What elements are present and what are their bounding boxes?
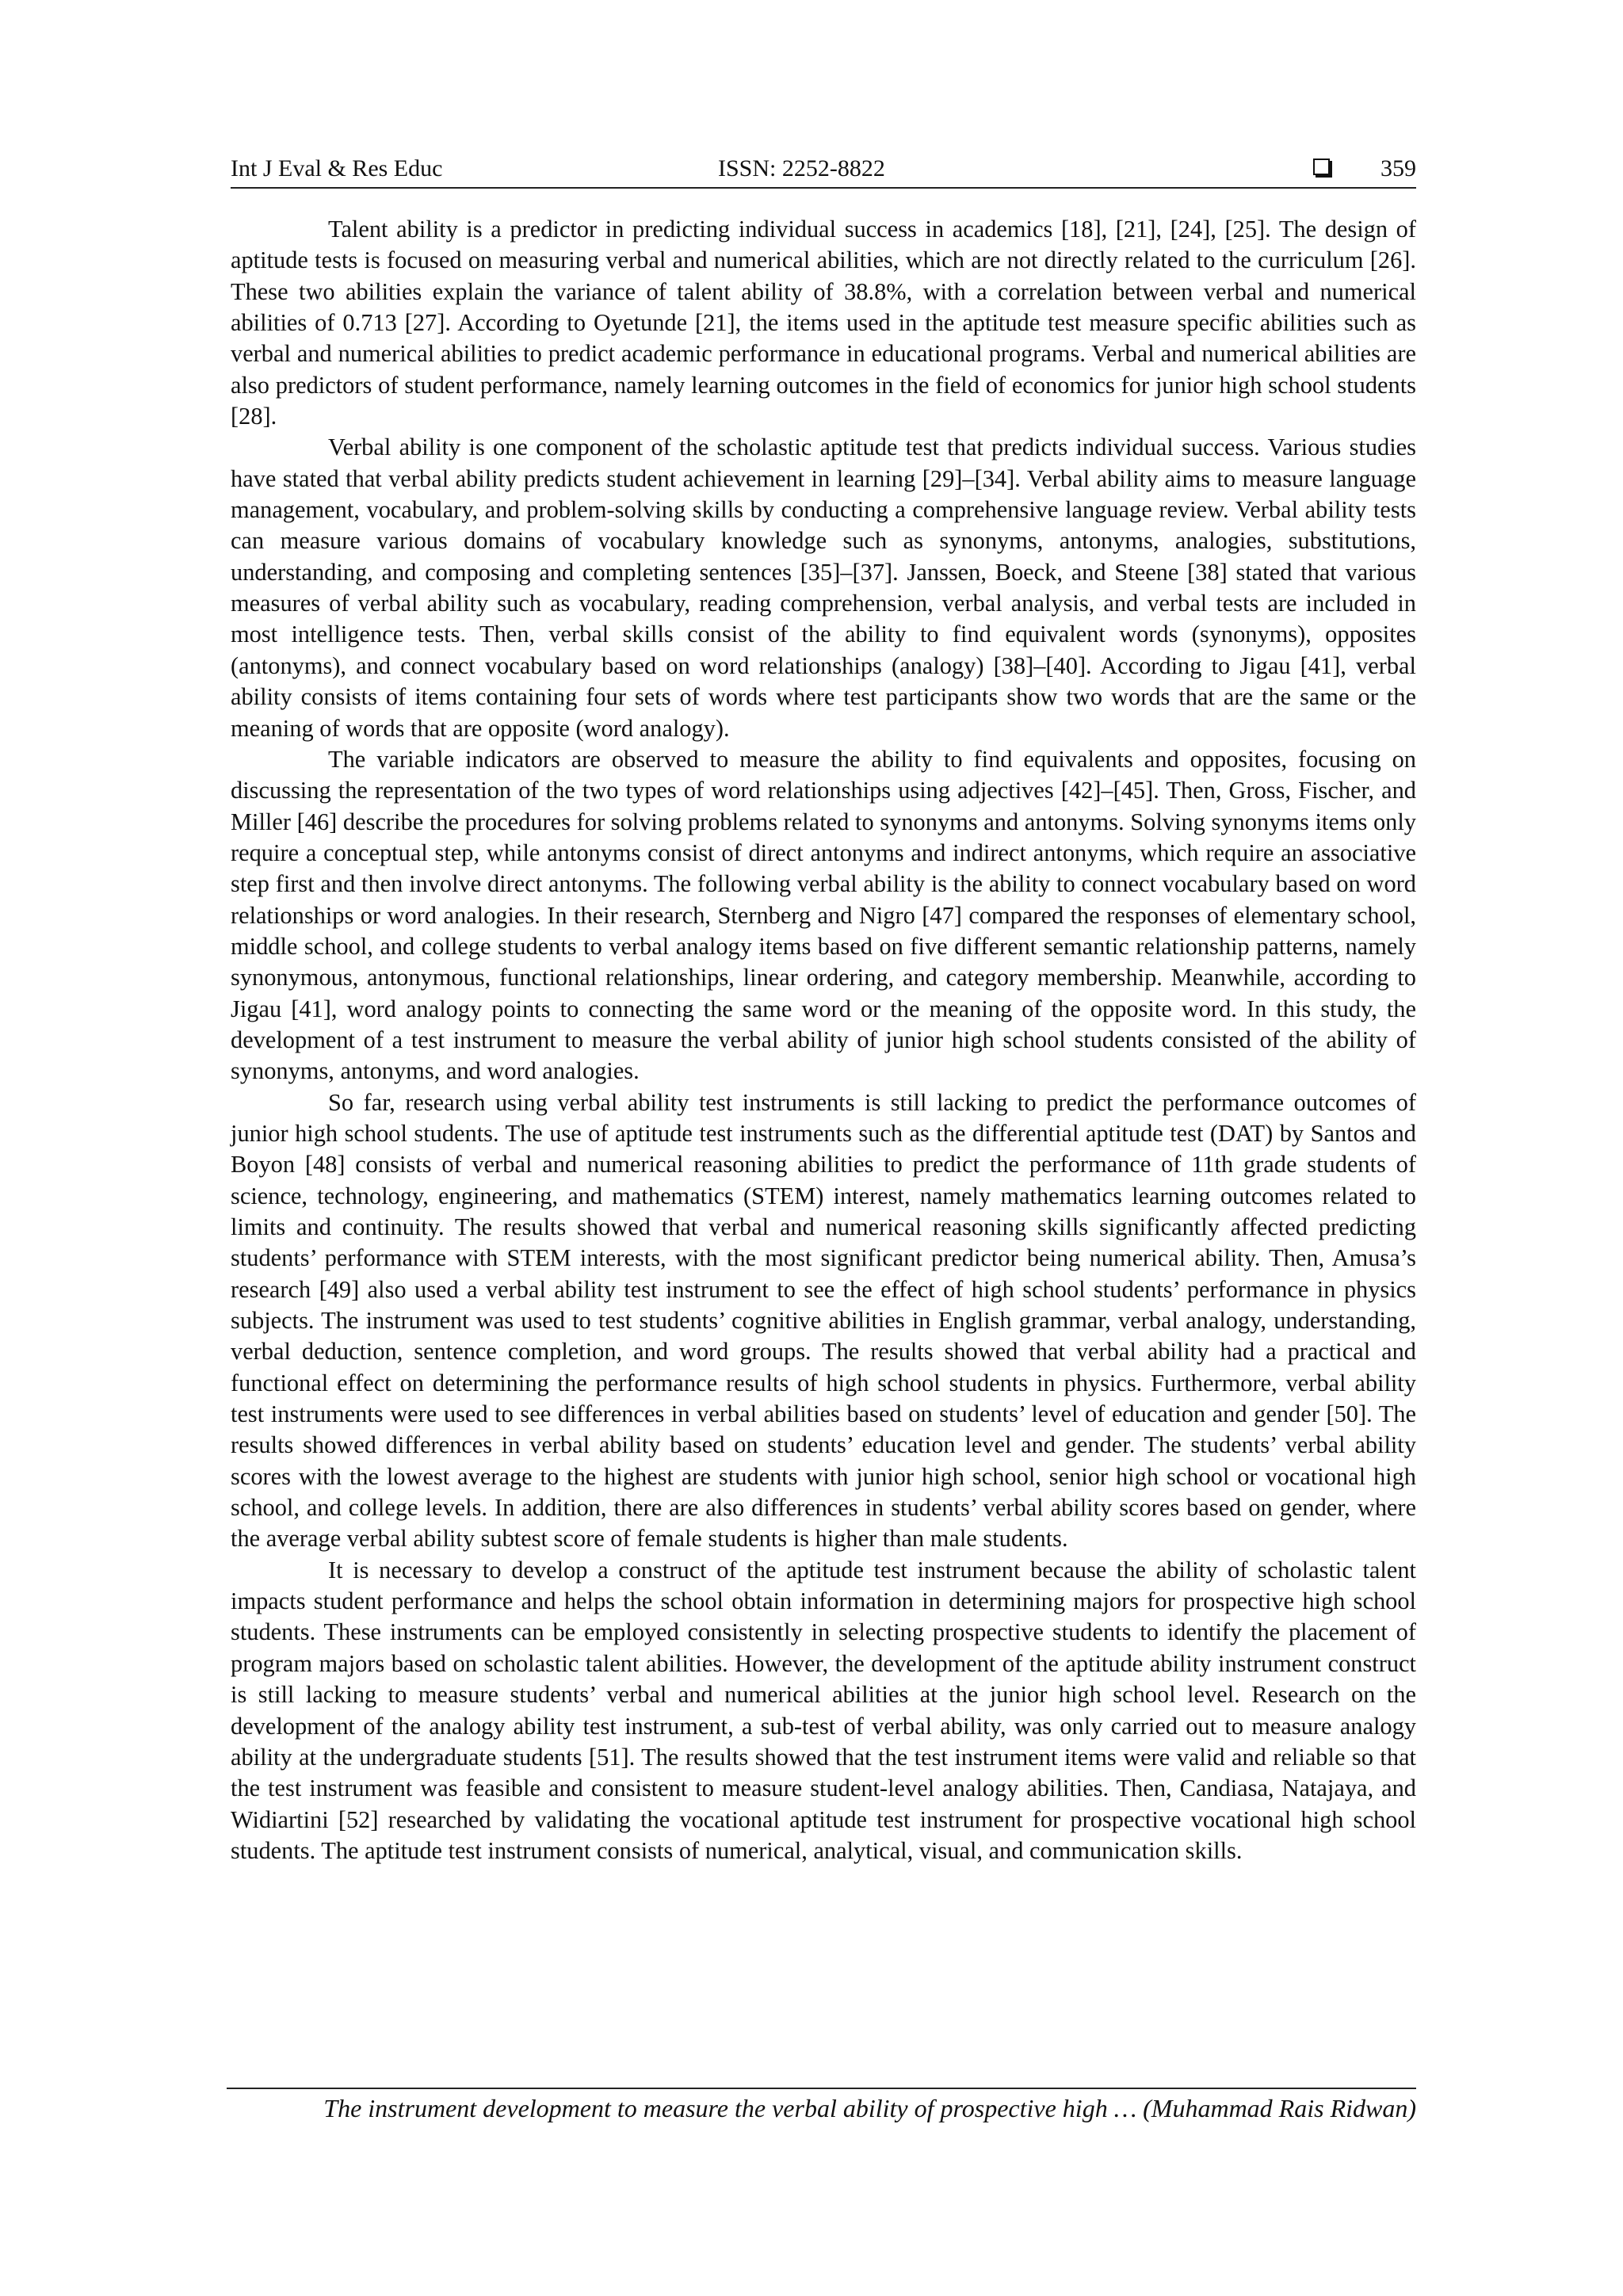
running-title: The instrument development to measure the verbal ability of prospective high … (Muhammad Rais Ridwan) <box>323 2094 1416 2122</box>
paragraph: The variable indicators are observed to measure the ability to find equivalents and opposites, focusing on discussing the representation of the two types of word relationships using adjectives [42]–[45]. Then, Gross, Fischer, and Miller [46] describe the procedures for solving problems related to synonyms and antonyms. Solving synonyms items only require a conceptual step, while antonyms consist of direct antonyms and indirect antonyms, which require an associative step first and then involve direct antonyms. The following verbal ability is the ability to connect vocabulary based on word relationships or word analogies. In their research, Sternberg and Nigro [47] compared the responses of elementary school, middle school, and college students to verbal analogy items based on five different semantic relationship patterns, namely synonymous, antonymous, functional relationships, linear ordering, and category membership. Meanwhile, according to Jigau [41], word analogy points to connecting the same word or the meaning of the opposite word. In this study, the development of a test instrument to measure the verbal ability of junior high school students consisted of the ability of synonyms, antonyms, and word analogies. <box>231 745 1416 1085</box>
journal-name: Int J Eval & Res Educ <box>231 155 443 181</box>
paragraph: Talent ability is a predictor in predicting individual success in academics [18], [21], [24], [25]. The design of aptitude tests is focused on measuring verbal and numerical abilities, which are not directly related to the curriculum [26]. These two abilities explain the variance of talent ability of 38.8%, with a correlation between verbal and numerical abilities of 0.713 [27]. According to Oyetunde [21], the items used in the aptitude test measure specific abilities such as verbal and numerical abilities to predict academic performance in educational programs. Verbal and numerical abilities are also predictors of student performance, namely learning outcomes in the field of economics for junior high school students [28]. <box>231 216 1416 430</box>
issn: ISSN: 2252-8822 <box>718 155 885 181</box>
checkbox-square-icon <box>1313 159 1330 175</box>
paragraph: Verbal ability is one component of the scholastic aptitude test that predicts individual success. Various studies have stated that verbal ability predicts student achievement in learning [29]–[34]. Verbal ability aims to measure language management, vocabulary, and problem-solving skills by conducting a comprehensive language review. Verbal ability tests can measure various domains of vocabulary knowledge such as synonyms, antonyms, analogies, substitutions, understanding, and composing and completing sentences [35]–[37]. Janssen, Boeck, and Steene [38] stated that various measures of verbal ability such as vocabulary, reading comprehension, verbal analysis, and verbal tests are included in most intelligence tests. Then, verbal skills consist of the ability to find equivalent words (synonyms), opposites (antonyms), and connect vocabulary based on word relationships (analogy) [38]–[40]. According to Jigau [41], verbal ability consists of items containing four sets of words where test participants show two words that are the same or the meaning of words that are opposite (word analogy). <box>231 434 1416 742</box>
paragraph: So far, research using verbal ability test instruments is still lacking to predict the performance outcomes of junior high school students. The use of aptitude test instruments such as the differential aptitude test (DAT) by Santos and Boyon [48] consists of verbal and numerical reasoning abilities to predict the performance of 11th grade students of science, technology, engineering, and mathematics (STEM) interest, namely mathematics learning outcomes related to limits and continuity. The results showed that verbal and numerical reasoning skills significantly affected predicting students’ performance with STEM interests, with the most significant predictor being numerical ability. Then, Amusa’s research [49] also used a verbal ability test instrument to see the effect of high school students’ performance in physics subjects. The instrument was used to test students’ cognitive abilities in English grammar, verbal analogy, understanding, verbal deduction, sentence completion, and word groups. The results showed that verbal ability had a practical and functional effect on determining the performance results of high school students in physics. Furthermore, verbal ability test instruments were used to see differences in verbal abilities based on students’ level of education and gender [50]. The results showed differences in verbal ability based on students’ education level and gender. The students’ verbal ability scores with the lowest average to the highest are students with junior high school, senior high school or vocational high school, and college levels. In addition, there are also differences in students’ verbal ability scores based on gender, where the average verbal ability subtest score of female students is higher than male students. <box>231 1088 1416 1553</box>
body-text <box>231 214 1416 1866</box>
page-header <box>231 152 1416 189</box>
page-number: 359 <box>1381 155 1416 181</box>
page-footer <box>227 2088 1416 2123</box>
paragraph: It is necessary to develop a construct of the aptitude test instrument because the ability of scholastic talent impacts student performance and helps the school obtain information in determining majors for prospective high school students. These instruments can be employed consistently in selecting prospective students to identify the placement of program majors based on scholastic talent abilities. However, the development of the aptitude ability instrument construct is still lacking to measure students’ verbal and numerical abilities at the junior high school level. Research on the development of the analogy ability test instrument, a sub-test of verbal ability, was only carried out to measure analogy ability at the undergraduate students [51]. The results showed that the test instrument items were valid and reliable so that the test instrument was feasible and consistent to measure student-level analogy abilities. Then, Candiasa, Natajaya, and Widiartini [52] researched by validating the vocational aptitude test instrument for prospective vocational high school students. The aptitude test instrument consists of numerical, analytical, visual, and communication skills. <box>231 1556 1416 1864</box>
